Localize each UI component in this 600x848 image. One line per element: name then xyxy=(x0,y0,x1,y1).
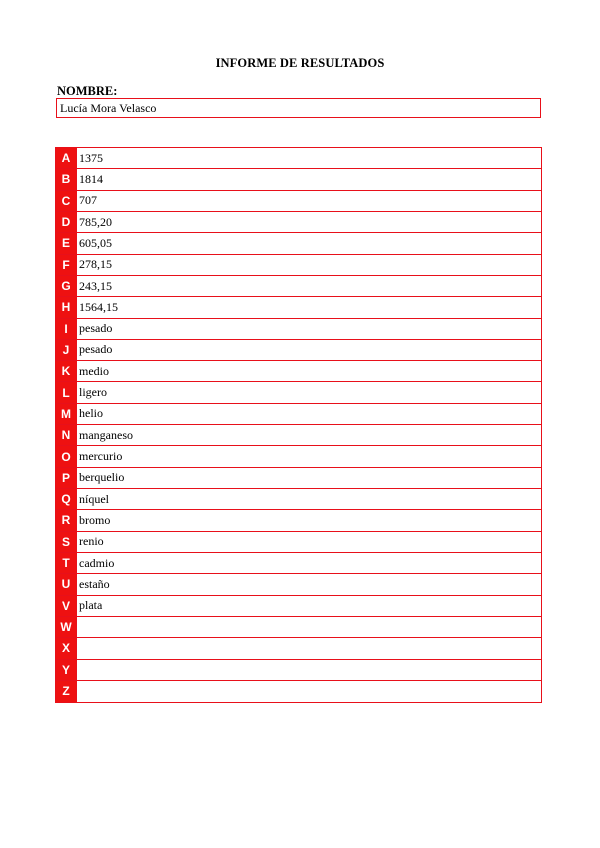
answer-letter: A xyxy=(56,148,77,168)
answer-row xyxy=(56,425,541,446)
answer-row xyxy=(56,233,541,254)
answer-row xyxy=(56,532,541,553)
answer-letter: C xyxy=(56,191,77,211)
answer-letter: W xyxy=(56,617,77,637)
answer-letter: F xyxy=(56,255,77,275)
answer-value[interactable]: pesado xyxy=(79,321,113,336)
answer-value[interactable]: plata xyxy=(79,598,103,613)
answer-letter: O xyxy=(56,446,77,466)
answer-row xyxy=(56,510,541,531)
answers-table xyxy=(55,147,542,703)
answer-row xyxy=(56,404,541,425)
page-title: INFORME DE RESULTADOS xyxy=(215,56,385,70)
name-field[interactable]: Lucía Mora Velasco xyxy=(56,98,541,118)
answer-letter: P xyxy=(56,468,77,488)
answer-row xyxy=(56,191,541,212)
answer-value[interactable]: 785,20 xyxy=(79,214,112,229)
answer-value[interactable]: 707 xyxy=(79,193,97,208)
answer-value[interactable] xyxy=(77,617,541,637)
answer-value[interactable]: 1564,15 xyxy=(79,299,118,314)
answer-value[interactable]: helio xyxy=(79,406,103,421)
answer-value[interactable]: berquelio xyxy=(79,470,125,485)
answer-row xyxy=(56,638,541,659)
answer-value[interactable]: 1375 xyxy=(79,150,103,165)
answer-row xyxy=(56,382,541,403)
answer-row xyxy=(56,446,541,467)
answer-letter: K xyxy=(56,361,77,381)
answer-value[interactable]: renio xyxy=(79,534,104,549)
answer-row xyxy=(56,319,541,340)
answer-letter: X xyxy=(56,638,77,658)
name-label: NOMBRE: xyxy=(57,84,118,98)
answer-letter: H xyxy=(56,297,77,317)
answer-value[interactable]: mercurio xyxy=(79,449,123,464)
answer-value[interactable]: 1814 xyxy=(79,171,103,186)
answer-letter: R xyxy=(56,510,77,530)
answer-row xyxy=(56,361,541,382)
answer-letter: Z xyxy=(56,681,77,702)
answer-letter: V xyxy=(56,596,77,616)
answer-row xyxy=(56,660,541,681)
answer-letter: J xyxy=(56,340,77,360)
answer-row xyxy=(56,489,541,510)
answer-letter: B xyxy=(56,169,77,189)
answer-value[interactable]: níquel xyxy=(79,491,109,506)
answer-value[interactable] xyxy=(77,638,541,658)
answer-letter: T xyxy=(56,553,77,573)
answer-value[interactable]: 243,15 xyxy=(79,278,112,293)
answer-row xyxy=(56,148,541,169)
answer-value[interactable] xyxy=(77,660,541,680)
answer-value[interactable]: 605,05 xyxy=(79,235,112,250)
answer-row xyxy=(56,617,541,638)
answer-row xyxy=(56,340,541,361)
answer-row xyxy=(56,276,541,297)
answer-row xyxy=(56,553,541,574)
answer-letter: L xyxy=(56,382,77,402)
answer-letter: N xyxy=(56,425,77,445)
answer-letter: I xyxy=(56,319,77,339)
answer-letter: Y xyxy=(56,660,77,680)
answer-value[interactable]: pesado xyxy=(79,342,113,357)
answer-value[interactable]: 278,15 xyxy=(79,257,112,272)
answer-row xyxy=(56,574,541,595)
answer-row xyxy=(56,297,541,318)
answer-row xyxy=(56,596,541,617)
answer-value[interactable]: medio xyxy=(79,363,109,378)
answer-letter: U xyxy=(56,574,77,594)
answer-value[interactable]: ligero xyxy=(79,385,107,400)
answer-value[interactable] xyxy=(77,681,541,702)
answer-value[interactable]: manganeso xyxy=(79,427,133,442)
answer-letter: M xyxy=(56,404,77,424)
answer-letter: D xyxy=(56,212,77,232)
answer-row xyxy=(56,255,541,276)
answer-row xyxy=(56,169,541,190)
answer-value[interactable]: estaño xyxy=(79,576,110,591)
answer-row xyxy=(56,468,541,489)
answer-value[interactable]: cadmio xyxy=(79,555,115,570)
answer-letter: E xyxy=(56,233,77,253)
answer-letter: Q xyxy=(56,489,77,509)
answer-row xyxy=(56,681,541,702)
answer-row xyxy=(56,212,541,233)
answer-letter: G xyxy=(56,276,77,296)
answer-value[interactable]: bromo xyxy=(79,512,111,527)
answer-letter: S xyxy=(56,532,77,552)
